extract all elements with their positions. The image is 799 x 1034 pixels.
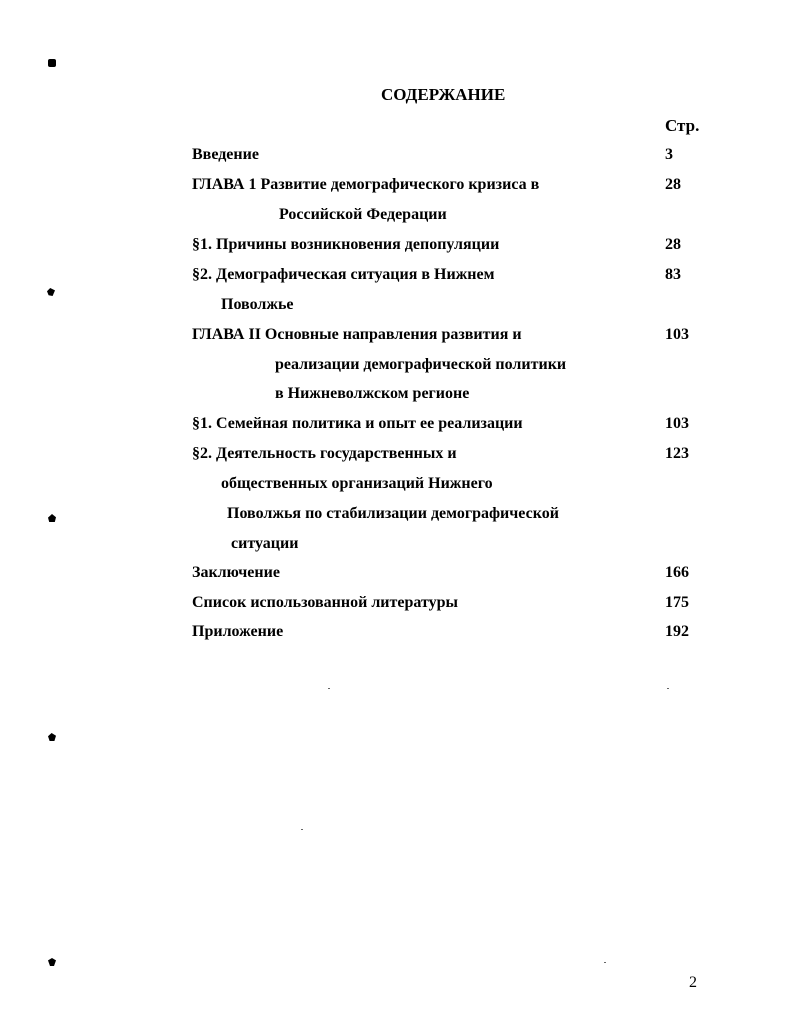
toc-entry-line: Поволжье	[221, 296, 294, 313]
toc-entry-line: Поволжья по стабилизации демографической	[227, 505, 559, 522]
toc-entry-line: ГЛАВА II Основные направления развития и	[192, 326, 522, 343]
toc-page-number: 123	[665, 445, 689, 462]
toc-entry-line: Введение	[192, 146, 259, 163]
binding-mark	[48, 59, 56, 67]
binding-mark	[48, 958, 56, 966]
binding-mark	[48, 733, 56, 741]
toc-entry-line: §2. Деятельность государственных и	[192, 445, 457, 462]
binding-mark	[48, 514, 56, 522]
toc-entry-line: Заключение	[192, 564, 280, 581]
toc-page-number: 192	[665, 623, 689, 640]
toc-page-number: 83	[665, 266, 681, 283]
scan-speck	[301, 829, 303, 830]
toc-page-number: 175	[665, 594, 689, 611]
toc-entry-line: в Нижневолжском регионе	[275, 385, 470, 402]
toc-entry-line: §2. Демографическая ситуация в Нижнем	[192, 266, 495, 283]
toc-entry-line: Российской Федерации	[279, 206, 447, 223]
page-column-label: Стр.	[665, 116, 700, 135]
page-number: 2	[689, 974, 697, 991]
toc-entry-line: §1. Причины возникновения депопуляции	[192, 236, 500, 253]
scan-speck	[667, 688, 669, 689]
scan-speck	[328, 688, 330, 689]
toc-entry-line: ситуации	[231, 535, 299, 552]
toc-entry-line: §1. Семейная политика и опыт ее реализации	[192, 415, 523, 432]
scan-speck	[604, 962, 606, 963]
toc-page-number: 28	[665, 176, 681, 193]
toc-entry-line: Список использованной литературы	[192, 594, 458, 611]
toc-entry-line: Приложение	[192, 623, 284, 640]
toc-entry-line: ГЛАВА 1 Развитие демографического кризиса в	[192, 176, 540, 193]
toc-page-number: 103	[665, 326, 689, 343]
toc-page-number: 3	[665, 146, 673, 163]
toc-entry-line: реализации демографической политики	[275, 356, 567, 373]
page-title: СОДЕРЖАНИЕ	[381, 85, 506, 104]
toc-page-number: 103	[665, 415, 689, 432]
binding-mark	[47, 288, 55, 296]
toc-entry-line: общественных организаций Нижнего	[221, 475, 493, 492]
toc-page-number: 28	[665, 236, 681, 253]
toc-page-number: 166	[665, 564, 689, 581]
